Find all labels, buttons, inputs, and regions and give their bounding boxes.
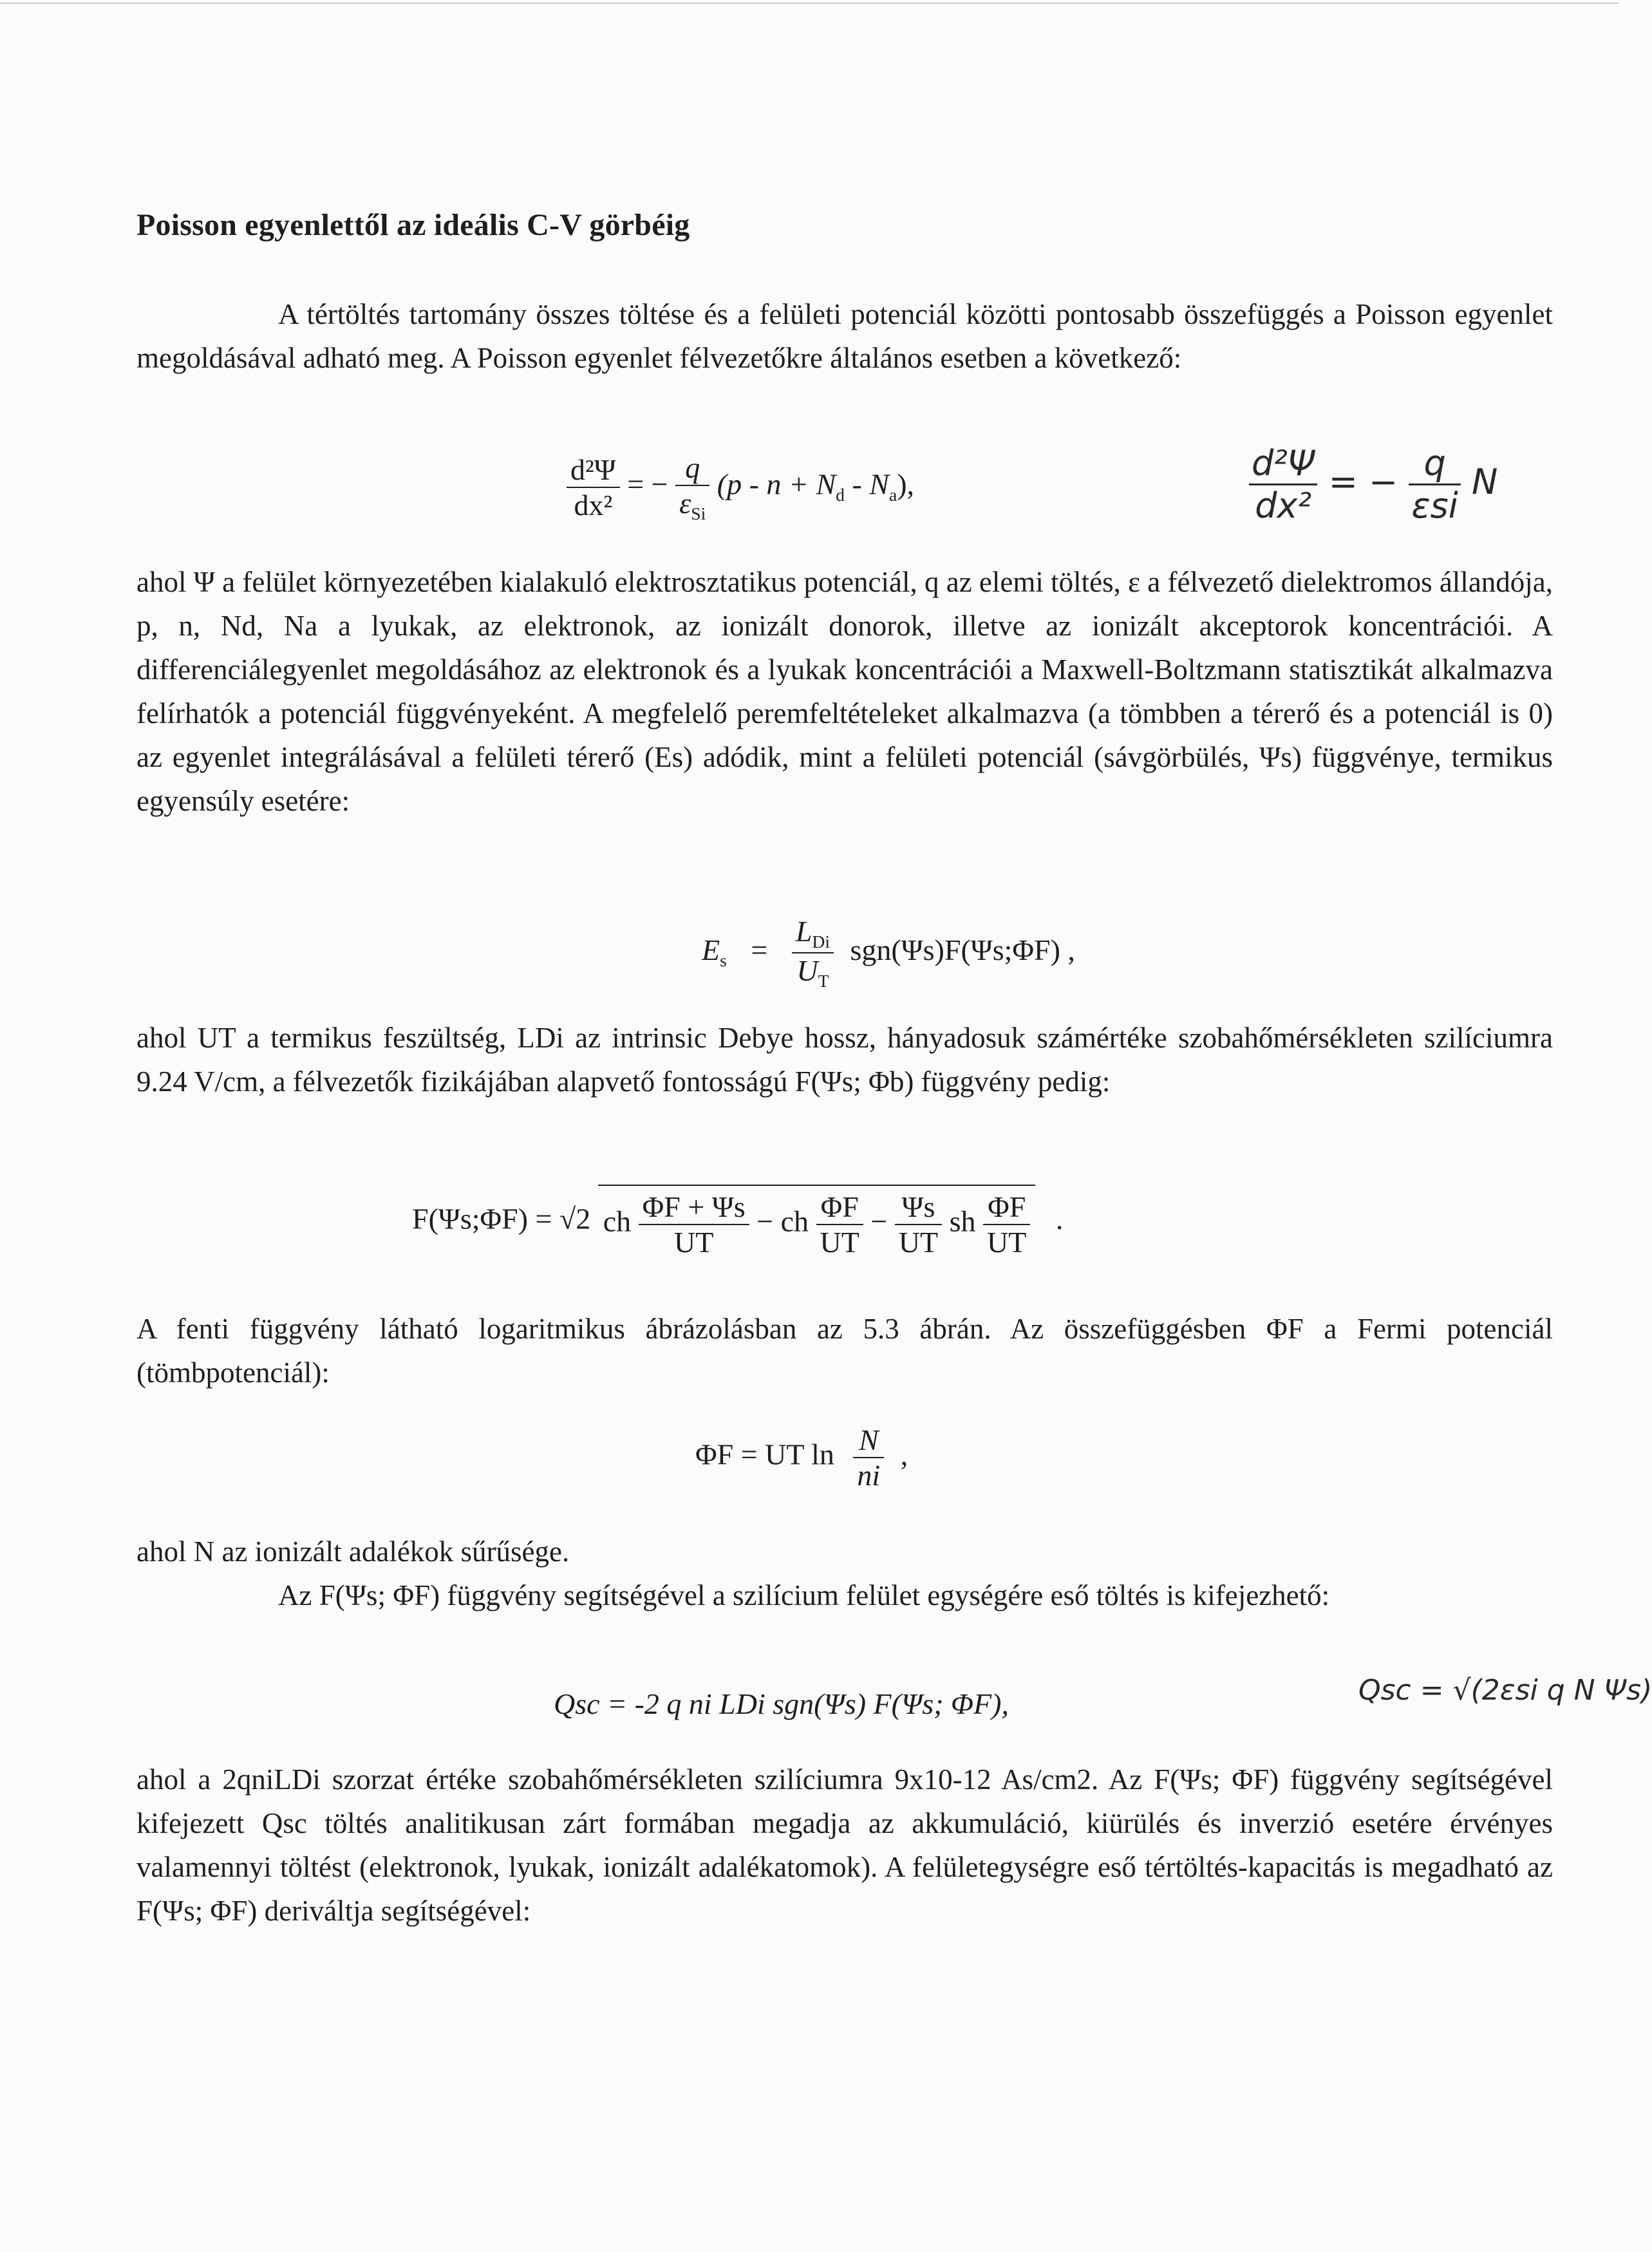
equation-poisson: $\frac{\text{d²Ψ}}{\text{dx²}}$ = − $\frac{q}{\varepsilon_{Si}}$ $(p - n + N_d - N_a)$,: [567, 451, 914, 524]
equation-fermi-potential: ΦF = UT ln $\frac{N}{ni}$ ,: [695, 1423, 908, 1492]
scan-edge-line: [0, 3, 1619, 4]
handwritten-poisson-note: $\frac{\text{d²Ψ}}{\text{dx²}}$ = − $\frac{q}{\text{εsi}}$ N: [1249, 443, 1497, 526]
equation-qsc: Qsc = -2 q ni LDi sgn(Ψs) F(Ψs; ΦF),: [554, 1687, 1009, 1720]
handwritten-qsc-note: Qsc = √(2εsi q N Ψs): [1358, 1674, 1652, 1707]
fraction-q-eps: $\frac{q}{\varepsilon_{Si}}$: [675, 451, 709, 524]
paragraph-doping: ahol N az ionizált adalékok sűrűsége.: [136, 1535, 570, 1568]
fraction-ldi-ut: $\frac{L_{Di}}{U_T}$: [792, 914, 834, 991]
paragraph-debye: ahol UT a termikus feszültség, LDi az intrinsic Debye hossz, hányadosuk számértéke szobahőmérsékleten szilíciumra 9.24 V/cm, a félvezetők fizikájában alapvető fontosságú F(Ψs; Φb) függvény pedig:: [136, 1022, 1553, 1098]
paragraph-intro: A tértöltés tartomány összes töltése és a felületi potenciál közötti pontosabb összefüggés a Poisson egyenlet megoldásával adható meg. A Poisson egyenlet félvezetőkre általános esetben a következő:: [136, 298, 1553, 374]
paragraph-charge: Az F(Ψs; ΦF) függvény segítségével a szilícium felület egységére eső töltés is kifejezhető:: [278, 1579, 1330, 1611]
section-title: Poisson egyenlettől az ideális C-V görbéig: [136, 208, 690, 242]
fraction-d2psi-dx2: $\frac{\text{d²Ψ}}{\text{dx²}}$: [567, 453, 620, 522]
paragraph-fermi: A fenti függvény látható logaritmikus ábrázolásban az 5.3 ábrán. Az összefüggésben ΦF a Fermi potenciál (tömbpotenciál):: [136, 1313, 1553, 1389]
equation-surface-field: $E_s$ = $\frac{L_{Di}}{U_T}$ sgn(Ψs)F(Ψs;ΦF) ,: [702, 915, 1075, 991]
paragraph-poisson-description: ahol Ψ a felület környezetében kialakuló elektrosztatikus potenciál, q az elemi töltés, ε a félvezető dielektromos állandója, p, n, Nd, Na a lyukak, az elektronok, az ionizált donorok, illetve az ionizált akceptorok koncentrációi. A differenciálegyenlet megoldásához az elektronok és a lyukak koncentrációi a Maxwell-Boltzmann statisztikát alkalmazva felírhatók a potenciál függvényeként. A megfelelő peremfeltételeket alkalmazva (a tömbben a térerő és a potenciál is 0) az egyenlet integrálásával a felületi térerő (Es) adódik, mint a felületi potenciál (sávgörbülés, Ψs) függvénye, termikus egyensúly esetére:: [136, 566, 1553, 817]
paragraph-capacitance: ahol a 2qniLDi szorzat értéke szobahőmérsékleten szilíciumra 9x10-12 As/cm2. Az F(Ψs; ΦF) függvény segítségével kifejezett Qsc töltés analitikusan zárt formában megadja az akkumuláció, kiürülés és inverzió esetére érvényes valamennyi töltést (elektronok, lyukak, ionizált adalékatomok). A felületegységre eső tértöltés-kapacitás is megadható az F(Ψs; ΦF) deriváltja segítségével:: [136, 1763, 1553, 1927]
sqrt-body: ch $\frac{\Phi F + \Psi s}{UT}$ − ch $\frac{\Phi F}{UT}$ − $\frac{\Psi s}{UT}$ sh $\frac{\Phi F}{UT}$: [598, 1185, 1036, 1259]
equation-f-function: F(Ψs;ΦF) = √2 ch $\frac{\Phi F + \Psi s}{UT}$ − ch $\frac{\Phi F}{UT}$ − $\frac{\Psi s}{UT}$ sh $\frac{\Phi F}{UT}$ .: [412, 1185, 1063, 1259]
